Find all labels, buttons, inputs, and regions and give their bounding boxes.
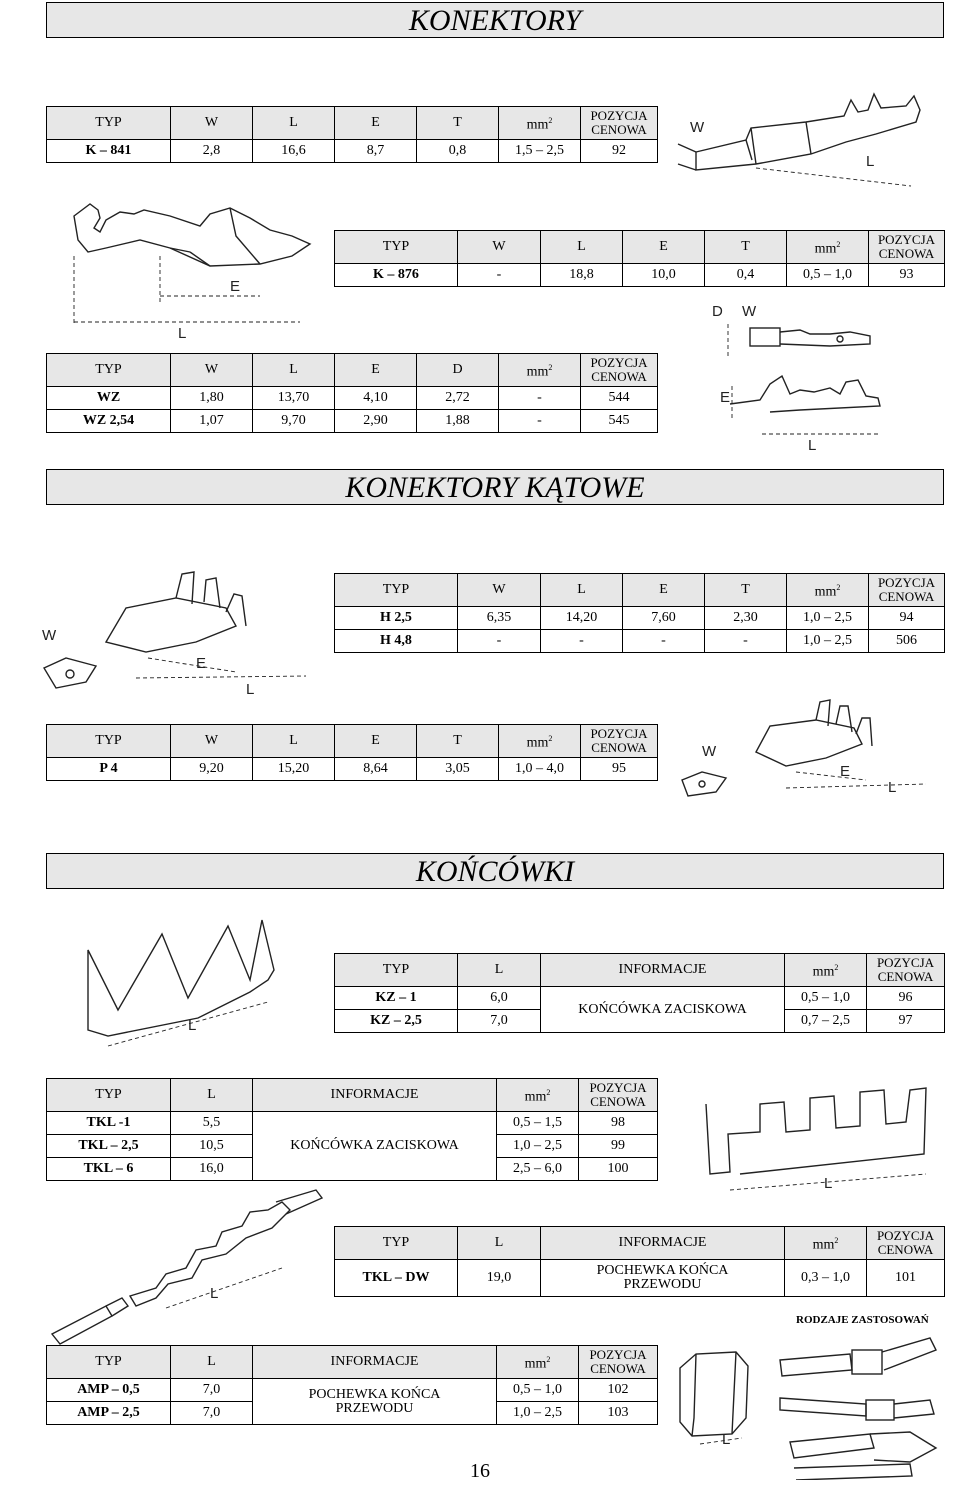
table-row xyxy=(47,387,658,410)
connector-h-drawing xyxy=(36,568,336,698)
cell-t: 0,4 xyxy=(705,264,787,287)
cell-typ: P 4 xyxy=(47,758,171,781)
cell-typ: H 2,5 xyxy=(335,607,458,630)
cell-pozycja: 92 xyxy=(581,140,658,163)
cell-l: 14,20 xyxy=(541,607,623,630)
dim-l-label: L xyxy=(808,437,817,450)
col-l: L xyxy=(253,725,335,758)
col-t: T xyxy=(705,574,787,607)
dim-l-label: L xyxy=(722,1431,731,1448)
cell-mm2: 0,7 – 2,5 xyxy=(785,1010,867,1033)
cell-typ: AMP – 2,5 xyxy=(47,1402,171,1425)
table-tkl-dw xyxy=(334,1226,945,1297)
col-l: L xyxy=(458,954,541,987)
dim-w-label: W xyxy=(702,743,717,760)
table-tkl xyxy=(46,1078,658,1181)
dim-w-label: W xyxy=(742,303,757,320)
table-row xyxy=(47,1379,658,1402)
table-row xyxy=(335,607,945,630)
cell-pozycja: 97 xyxy=(867,1010,945,1033)
col-l: L xyxy=(541,574,623,607)
col-mm2: $mm^2$ xyxy=(497,1079,579,1112)
col-typ: TYP xyxy=(335,954,458,987)
cell-l: 7,0 xyxy=(171,1402,253,1425)
col-pozycja: POZYCJA CENOWA xyxy=(869,574,945,607)
cell-typ: K – 876 xyxy=(335,264,458,287)
table-amp xyxy=(46,1345,658,1425)
table-row xyxy=(335,264,945,287)
table-row xyxy=(335,630,945,653)
table-p4 xyxy=(46,724,658,781)
terminal-amp-drawing xyxy=(666,1348,766,1448)
dim-e-label: E xyxy=(196,655,207,672)
col-typ: TYP xyxy=(47,107,171,140)
cell-informacje: KOŃCÓWKA ZACISKOWA xyxy=(253,1112,497,1181)
cell-l: 13,70 xyxy=(253,387,335,410)
cell-l: - xyxy=(541,630,623,653)
cell-pozycja: 98 xyxy=(579,1112,658,1135)
table-row xyxy=(47,1112,658,1135)
col-mm2: $mm^2$ xyxy=(787,574,869,607)
table-row xyxy=(47,140,658,163)
cell-l: 10,5 xyxy=(171,1135,253,1158)
table-k876 xyxy=(334,230,945,287)
cell-w: - xyxy=(458,264,541,287)
col-typ: TYP xyxy=(47,354,171,387)
cell-typ: TKL -1 xyxy=(47,1112,171,1135)
connector-p4-drawing xyxy=(676,696,946,806)
col-mm2: $mm^2$ xyxy=(785,954,867,987)
table-wz xyxy=(46,353,658,433)
dim-w-label: W xyxy=(42,627,57,644)
cell-e: - xyxy=(623,630,705,653)
col-w: W xyxy=(458,231,541,264)
col-e: E xyxy=(335,725,417,758)
page-number: 16 xyxy=(470,1460,490,1482)
cell-t: 3,05 xyxy=(417,758,499,781)
cell-informacje: KOŃCÓWKA ZACISKOWA xyxy=(541,987,785,1033)
cell-pozycja: 544 xyxy=(581,387,658,410)
cell-e: 8,7 xyxy=(335,140,417,163)
col-typ: TYP xyxy=(47,1346,171,1379)
col-w: W xyxy=(171,107,253,140)
cell-w: 6,35 xyxy=(458,607,541,630)
cell-pozycja: 95 xyxy=(581,758,658,781)
cell-w: 1,80 xyxy=(171,387,253,410)
cell-pozycja: 101 xyxy=(867,1260,945,1297)
col-pozycja: POZYCJA CENOWA xyxy=(867,1227,945,1260)
col-informacje: INFORMACJE xyxy=(253,1079,497,1112)
cell-typ: KZ – 2,5 xyxy=(335,1010,458,1033)
cell-mm2: 0,5 – 1,0 xyxy=(785,987,867,1010)
cell-typ: WZ xyxy=(47,387,171,410)
col-pozycja: POZYCJA CENOWA xyxy=(581,725,658,758)
cell-mm2: 2,5 – 6,0 xyxy=(497,1158,579,1181)
cell-mm2: 0,3 – 1,0 xyxy=(785,1260,867,1297)
connector-wz-drawing xyxy=(690,300,940,450)
cell-d: 1,88 xyxy=(417,410,499,433)
cell-pozycja: 102 xyxy=(579,1379,658,1402)
cell-mm2: 1,5 – 2,5 xyxy=(499,140,581,163)
col-w: W xyxy=(458,574,541,607)
cell-w: 9,20 xyxy=(171,758,253,781)
col-t: T xyxy=(417,725,499,758)
dim-d-label: D xyxy=(712,303,723,320)
table-k841 xyxy=(46,106,658,163)
title-konektory: KONEKTORY xyxy=(46,2,944,38)
cell-pozycja: 100 xyxy=(579,1158,658,1181)
cell-typ: TKL – 2,5 xyxy=(47,1135,171,1158)
cell-w: 2,8 xyxy=(171,140,253,163)
table-row xyxy=(335,987,945,1010)
col-informacje: INFORMACJE xyxy=(253,1346,497,1379)
cell-l: 7,0 xyxy=(458,1010,541,1033)
cell-pozycja: 99 xyxy=(579,1135,658,1158)
col-l: L xyxy=(253,354,335,387)
col-l: L xyxy=(541,231,623,264)
cell-typ: WZ 2,54 xyxy=(47,410,171,433)
dim-l-label: L xyxy=(246,681,255,698)
col-d: D xyxy=(417,354,499,387)
cell-t: - xyxy=(705,630,787,653)
table-row xyxy=(47,758,658,781)
table-kz xyxy=(334,953,945,1033)
terminal-kz-drawing xyxy=(78,910,278,1060)
cell-mm2: 1,0 – 4,0 xyxy=(499,758,581,781)
dim-l-label: L xyxy=(210,1285,219,1302)
dim-e-label: E xyxy=(720,389,731,406)
cell-informacje: POCHEWKA KOŃCA PRZEWODU xyxy=(253,1379,497,1425)
cell-mm2: 0,5 – 1,0 xyxy=(787,264,869,287)
col-typ: TYP xyxy=(47,1079,171,1112)
cell-pozycja: 103 xyxy=(579,1402,658,1425)
table-h xyxy=(334,573,945,653)
col-mm2: $mm^2$ xyxy=(787,231,869,264)
dim-l-label: L xyxy=(866,153,875,170)
dim-l-label: L xyxy=(188,1017,197,1034)
cell-typ: KZ – 1 xyxy=(335,987,458,1010)
rodzaje-zastosowan-label: RODZAJE ZASTOSOWAŃ xyxy=(796,1314,929,1326)
cell-typ: AMP – 0,5 xyxy=(47,1379,171,1402)
cell-e: 4,10 xyxy=(335,387,417,410)
col-w: W xyxy=(171,354,253,387)
col-e: E xyxy=(335,107,417,140)
col-pozycja: POZYCJA CENOWA xyxy=(581,354,658,387)
cell-typ: H 4,8 xyxy=(335,630,458,653)
dim-l-label: L xyxy=(824,1175,833,1192)
cell-mm2: 1,0 – 2,5 xyxy=(497,1135,579,1158)
table-row xyxy=(47,410,658,433)
cell-l: 15,20 xyxy=(253,758,335,781)
title-konektory-katowe: KONEKTORY KĄTOWE xyxy=(46,469,944,505)
cell-e: 2,90 xyxy=(335,410,417,433)
col-l: L xyxy=(458,1227,541,1260)
col-l: L xyxy=(253,107,335,140)
col-l: L xyxy=(171,1079,253,1112)
dim-l-label: L xyxy=(888,779,897,796)
cell-pozycja: 96 xyxy=(867,987,945,1010)
cell-typ: K – 841 xyxy=(47,140,171,163)
col-l: L xyxy=(171,1346,253,1379)
col-typ: TYP xyxy=(47,725,171,758)
col-mm2: $mm^2$ xyxy=(499,354,581,387)
cell-typ: TKL – 6 xyxy=(47,1158,171,1181)
col-e: E xyxy=(623,231,705,264)
col-e: E xyxy=(623,574,705,607)
cell-e: 10,0 xyxy=(623,264,705,287)
connector-k876-drawing xyxy=(60,196,320,346)
cell-l: 9,70 xyxy=(253,410,335,433)
col-typ: TYP xyxy=(335,574,458,607)
col-pozycja: POZYCJA CENOWA xyxy=(581,107,658,140)
col-typ: TYP xyxy=(335,1227,458,1260)
cell-w: 1,07 xyxy=(171,410,253,433)
cell-mm2: 1,0 – 2,5 xyxy=(787,630,869,653)
dim-w-label: W xyxy=(690,119,705,136)
col-e: E xyxy=(335,354,417,387)
cell-informacje: POCHEWKA KOŃCA PRZEWODU xyxy=(541,1260,785,1297)
dim-e-label: E xyxy=(230,278,241,295)
cell-pozycja: 545 xyxy=(581,410,658,433)
cell-l: 16,0 xyxy=(171,1158,253,1181)
cell-l: 19,0 xyxy=(458,1260,541,1297)
col-pozycja: POZYCJA CENOWA xyxy=(579,1346,658,1379)
terminal-tkl-dw-drawing xyxy=(46,1188,326,1348)
col-t: T xyxy=(417,107,499,140)
cell-mm2: 1,0 – 2,5 xyxy=(787,607,869,630)
cell-l: 16,6 xyxy=(253,140,335,163)
cell-w: - xyxy=(458,630,541,653)
cell-d: 2,72 xyxy=(417,387,499,410)
col-w: W xyxy=(171,725,253,758)
cell-pozycja: 506 xyxy=(869,630,945,653)
cell-e: 8,64 xyxy=(335,758,417,781)
cell-l: 5,5 xyxy=(171,1112,253,1135)
cell-mm2: 1,0 – 2,5 xyxy=(497,1402,579,1425)
applications-drawing xyxy=(770,1330,950,1480)
cell-t: 0,8 xyxy=(417,140,499,163)
connector-k841-drawing xyxy=(676,82,946,194)
col-mm2: $mm^2$ xyxy=(497,1346,579,1379)
cell-l: 7,0 xyxy=(171,1379,253,1402)
title-koncowki: KOŃCÓWKI xyxy=(46,853,944,889)
cell-e: 7,60 xyxy=(623,607,705,630)
col-pozycja: POZYCJA CENOWA xyxy=(869,231,945,264)
col-informacje: INFORMACJE xyxy=(541,954,785,987)
terminal-tkl-drawing xyxy=(700,1074,940,1204)
cell-t: 2,30 xyxy=(705,607,787,630)
cell-mm2: 0,5 – 1,5 xyxy=(497,1112,579,1135)
cell-l: 18,8 xyxy=(541,264,623,287)
cell-l: 6,0 xyxy=(458,987,541,1010)
col-informacje: INFORMACJE xyxy=(541,1227,785,1260)
dim-e-label: E xyxy=(840,763,851,780)
col-typ: TYP xyxy=(335,231,458,264)
dim-l-label: L xyxy=(178,325,187,342)
col-mm2: $mm^2$ xyxy=(499,107,581,140)
cell-pozycja: 94 xyxy=(869,607,945,630)
cell-mm2: - xyxy=(499,410,581,433)
col-pozycja: POZYCJA CENOWA xyxy=(579,1079,658,1112)
col-pozycja: POZYCJA CENOWA xyxy=(867,954,945,987)
cell-typ: TKL – DW xyxy=(335,1260,458,1297)
cell-mm2: - xyxy=(499,387,581,410)
col-mm2: $mm^2$ xyxy=(785,1227,867,1260)
col-t: T xyxy=(705,231,787,264)
table-row xyxy=(335,1260,945,1297)
cell-mm2: 0,5 – 1,0 xyxy=(497,1379,579,1402)
col-mm2: $mm^2$ xyxy=(499,725,581,758)
cell-pozycja: 93 xyxy=(869,264,945,287)
